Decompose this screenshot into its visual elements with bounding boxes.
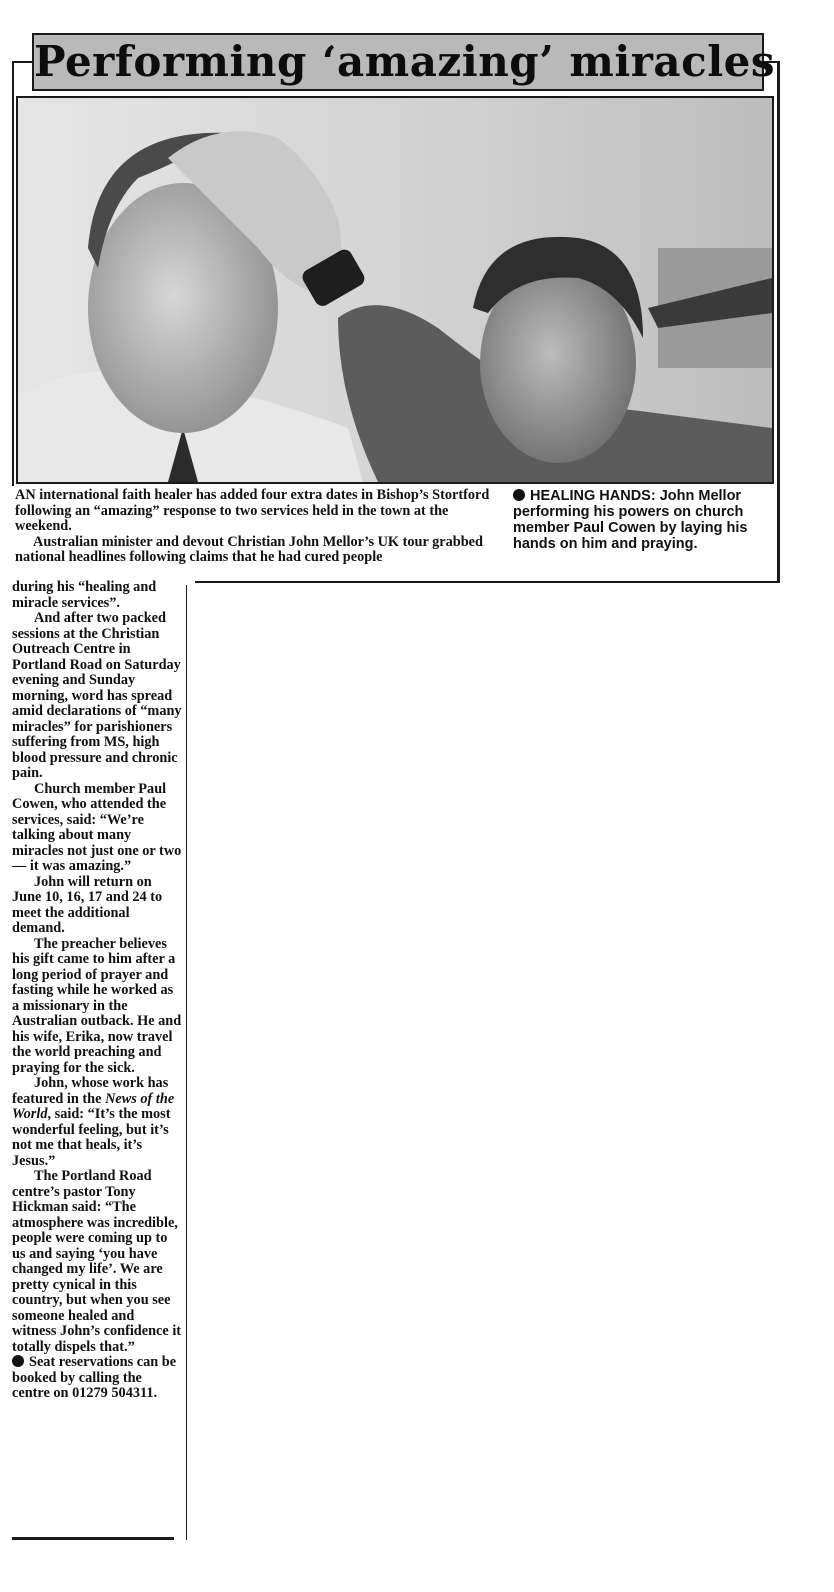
article-lead — [15, 488, 503, 566]
headline-box — [32, 33, 776, 91]
frame-rule-left — [12, 61, 14, 486]
body-paragraph-7: The Portland Road centre’s pastor Tony Hickman said: “The atmosphere was incredible, people were coming up to us and saying ‘you have changed my life’. We are pretty cynical in this country, but when you see someone healed and witness John’s confidence it totally dispels that.” — [12, 1168, 182, 1355]
headline: Performing ‘amazing’ miracles — [34, 37, 776, 86]
body-paragraph-3: Church member Paul Cowen, who attended the services, said: “We’re talking about many miracles not just one or two — it was amazing.” — [12, 780, 182, 874]
bullet-icon — [12, 1355, 24, 1367]
body-paragraph-5: The preacher believes his gift came to him after a long period of prayer and fasting while he worked as a missionary in the Australian outback. He and his wife, Erika, now travel the world preaching and praying for the sick. — [12, 935, 182, 1076]
caption-rule-bottom — [195, 581, 780, 583]
bullet-icon — [513, 489, 525, 501]
caption-label: HEALING HANDS: — [530, 488, 656, 504]
body-paragraph-6 — [12, 1076, 182, 1169]
article-photo — [16, 96, 774, 484]
body-paragraph-6-rest: , said: “It’s the most wonderful feeling, but it’s not me that heals, it’s Jesus.” — [12, 1106, 171, 1169]
caption-text: John Mellor performing his powers on church member Paul Cowen by laying his hands on him and praying. — [513, 488, 748, 552]
photo-caption — [513, 488, 773, 552]
lead-paragraph-2: Australian minister and devout Christian John Mellor’s UK tour grabbed national headlines following claims that he had cured people — [15, 533, 483, 565]
body-paragraph-2: And after two packed sessions at the Christian Outreach Centre in Portland Road on Saturday evening and Sunday morning, word has spread amid declarations of “many miracles” for parishioners suffering from MS, high blood pressure and chronic pain. — [12, 610, 182, 781]
body-paragraph-4: John will return on June 10, 16, 17 and 24 to meet the additional demand. — [12, 873, 163, 936]
headline-rule-left — [12, 61, 34, 63]
reservation-note: Seat reservations can be booked by calling the centre on 01279 504311. — [12, 1354, 177, 1401]
body-paragraph-1: during his “healing and miracle services”. — [12, 579, 157, 611]
publication-name: News of the World — [12, 1090, 175, 1122]
article-body — [12, 580, 182, 1402]
lead-paragraph-1: AN international faith healer has added four extra dates in Bishop’s Stortford following an “amazing” response to two services held in the town at the weekend. — [15, 487, 490, 534]
frame-rule-right — [777, 61, 780, 583]
photo-image — [18, 98, 772, 482]
article-end-rule — [12, 1537, 174, 1540]
body-paragraph-6-lead: John, whose work has featured in the — [12, 1075, 169, 1107]
body-paragraph-8 — [12, 1355, 182, 1402]
column-rule — [186, 585, 187, 1540]
